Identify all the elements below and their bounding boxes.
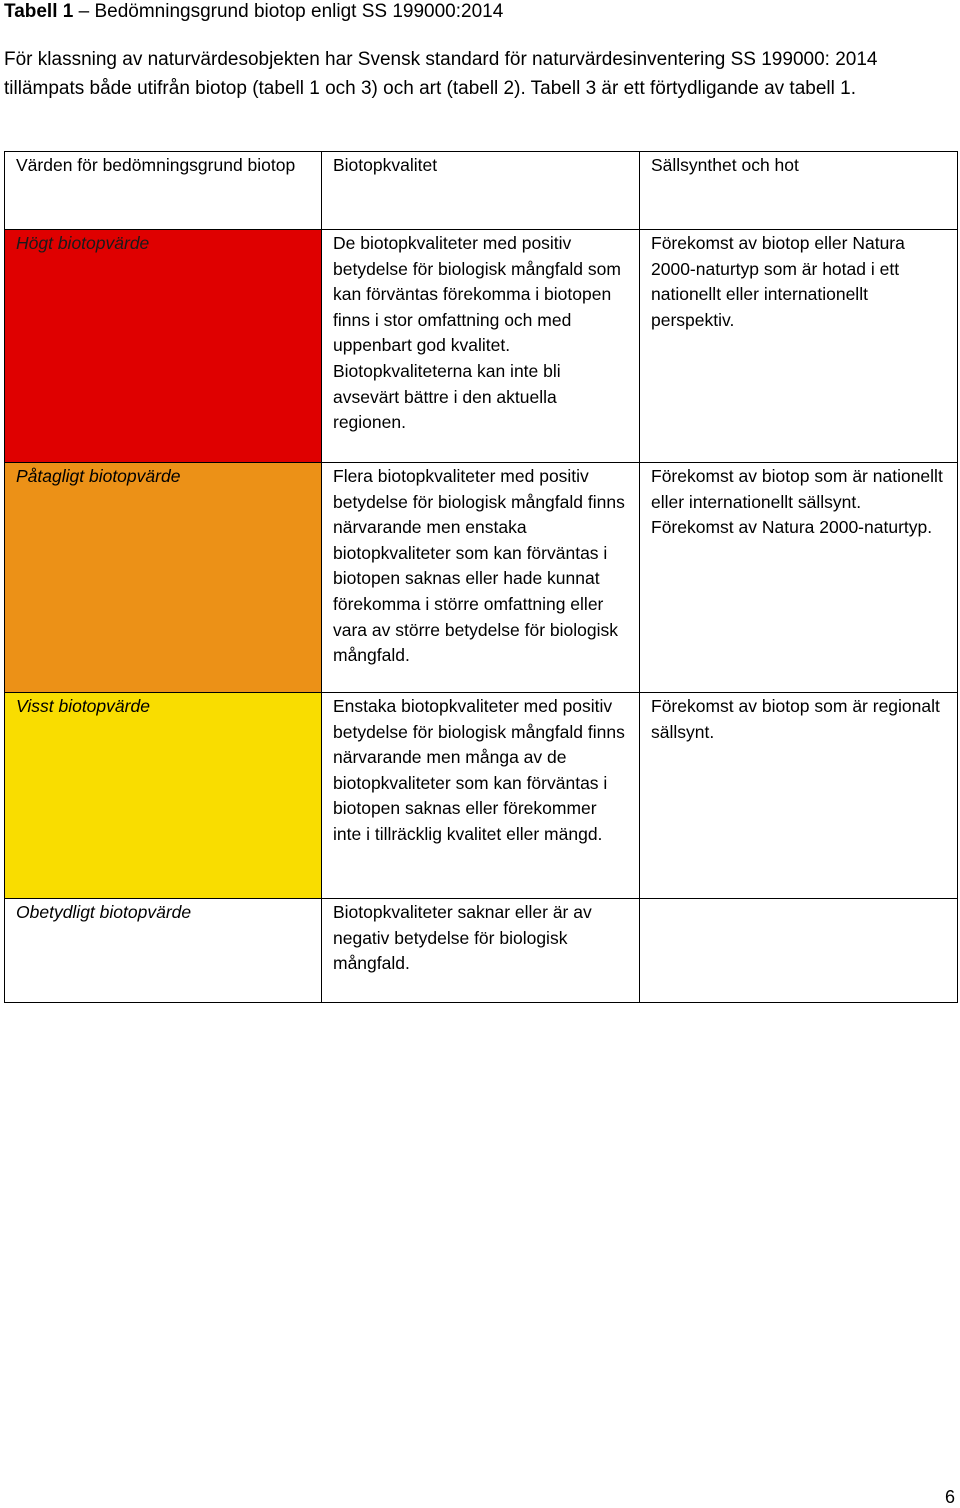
rarity-line: Förekomst av biotop eller Natura 2000-naturtyp som är hotad i ett nationellt eller internationellt perspektiv. [651,233,905,330]
level-cell: Visst biotopvärde [5,693,322,899]
rarity-cell [640,463,958,693]
table-row [5,230,958,463]
level-cell: Obetydligt biotopvärde [5,899,322,1003]
table-row [5,693,958,899]
table-caption [4,0,503,24]
table-caption-number: Tabell 1 [4,1,74,22]
table-row [5,463,958,693]
quality-cell: Biotopkvaliteter saknar eller är av negativ betydelse för biologisk mångfald. [322,899,640,1003]
column-header-values: Värden för bedömningsgrund biotop [5,152,322,230]
rarity-line: Förekomst av Natura 2000-naturtyp. [651,517,933,538]
page-number: 6 [944,1487,955,1507]
level-cell: Påtagligt biotopvärde [5,463,322,693]
table-caption-title: – Bedömningsgrund biotop enligt SS 199000:2014 [73,1,504,22]
column-header-quality: Biotopkvalitet [322,152,640,230]
biotope-assessment-table [4,151,958,1003]
rarity-cell [640,899,958,1003]
quality-cell: Flera biotopkvaliteter med positiv betydelse för biologisk mångfald finns närvarande men enstaka biotopkvaliteter som kan förväntas i biotopen saknas eller hade kunnat förekomma i större omfattning eller vara av större betydelse för biologisk mångfald. [322,463,640,693]
rarity-cell [640,230,958,463]
table-row [5,899,958,1003]
quality-cell: Enstaka biotopkvaliteter med positiv betydelse för biologisk mångfald finns närvarande men många av de biotopkvaliteter som kan förväntas i biotopen saknas eller förekommer inte i tillräcklig kvalitet eller mängd. [322,693,640,899]
quality-cell: De biotopkvaliteter med positiv betydelse för biologisk mångfald som kan förväntas förekomma i biotopen finns i stor omfattning och med uppenbart god kvalitet. Biotopkvaliteterna kan inte bli avsevärt bättre i den aktuella regionen. [322,230,640,463]
rarity-cell [640,693,958,899]
intro-paragraph: För klassning av naturvärdesobjekten har Svensk standard för naturvärdesinventering SS 199000: 2014 tillämpats både utifrån biotop (tabell 1 och 3) och art (tabell 2). Tabell 3 är ett förtydligande av tabell 1. [4,49,878,99]
rarity-line: Förekomst av biotop som är nationellt eller internationellt sällsynt. [651,466,943,512]
rarity-line: Förekomst av biotop som är regionalt sällsynt. [651,696,940,742]
table-header-row [5,152,958,230]
column-header-rarity: Sällsynthet och hot [640,152,958,230]
level-cell: Högt biotopvärde [5,230,322,463]
